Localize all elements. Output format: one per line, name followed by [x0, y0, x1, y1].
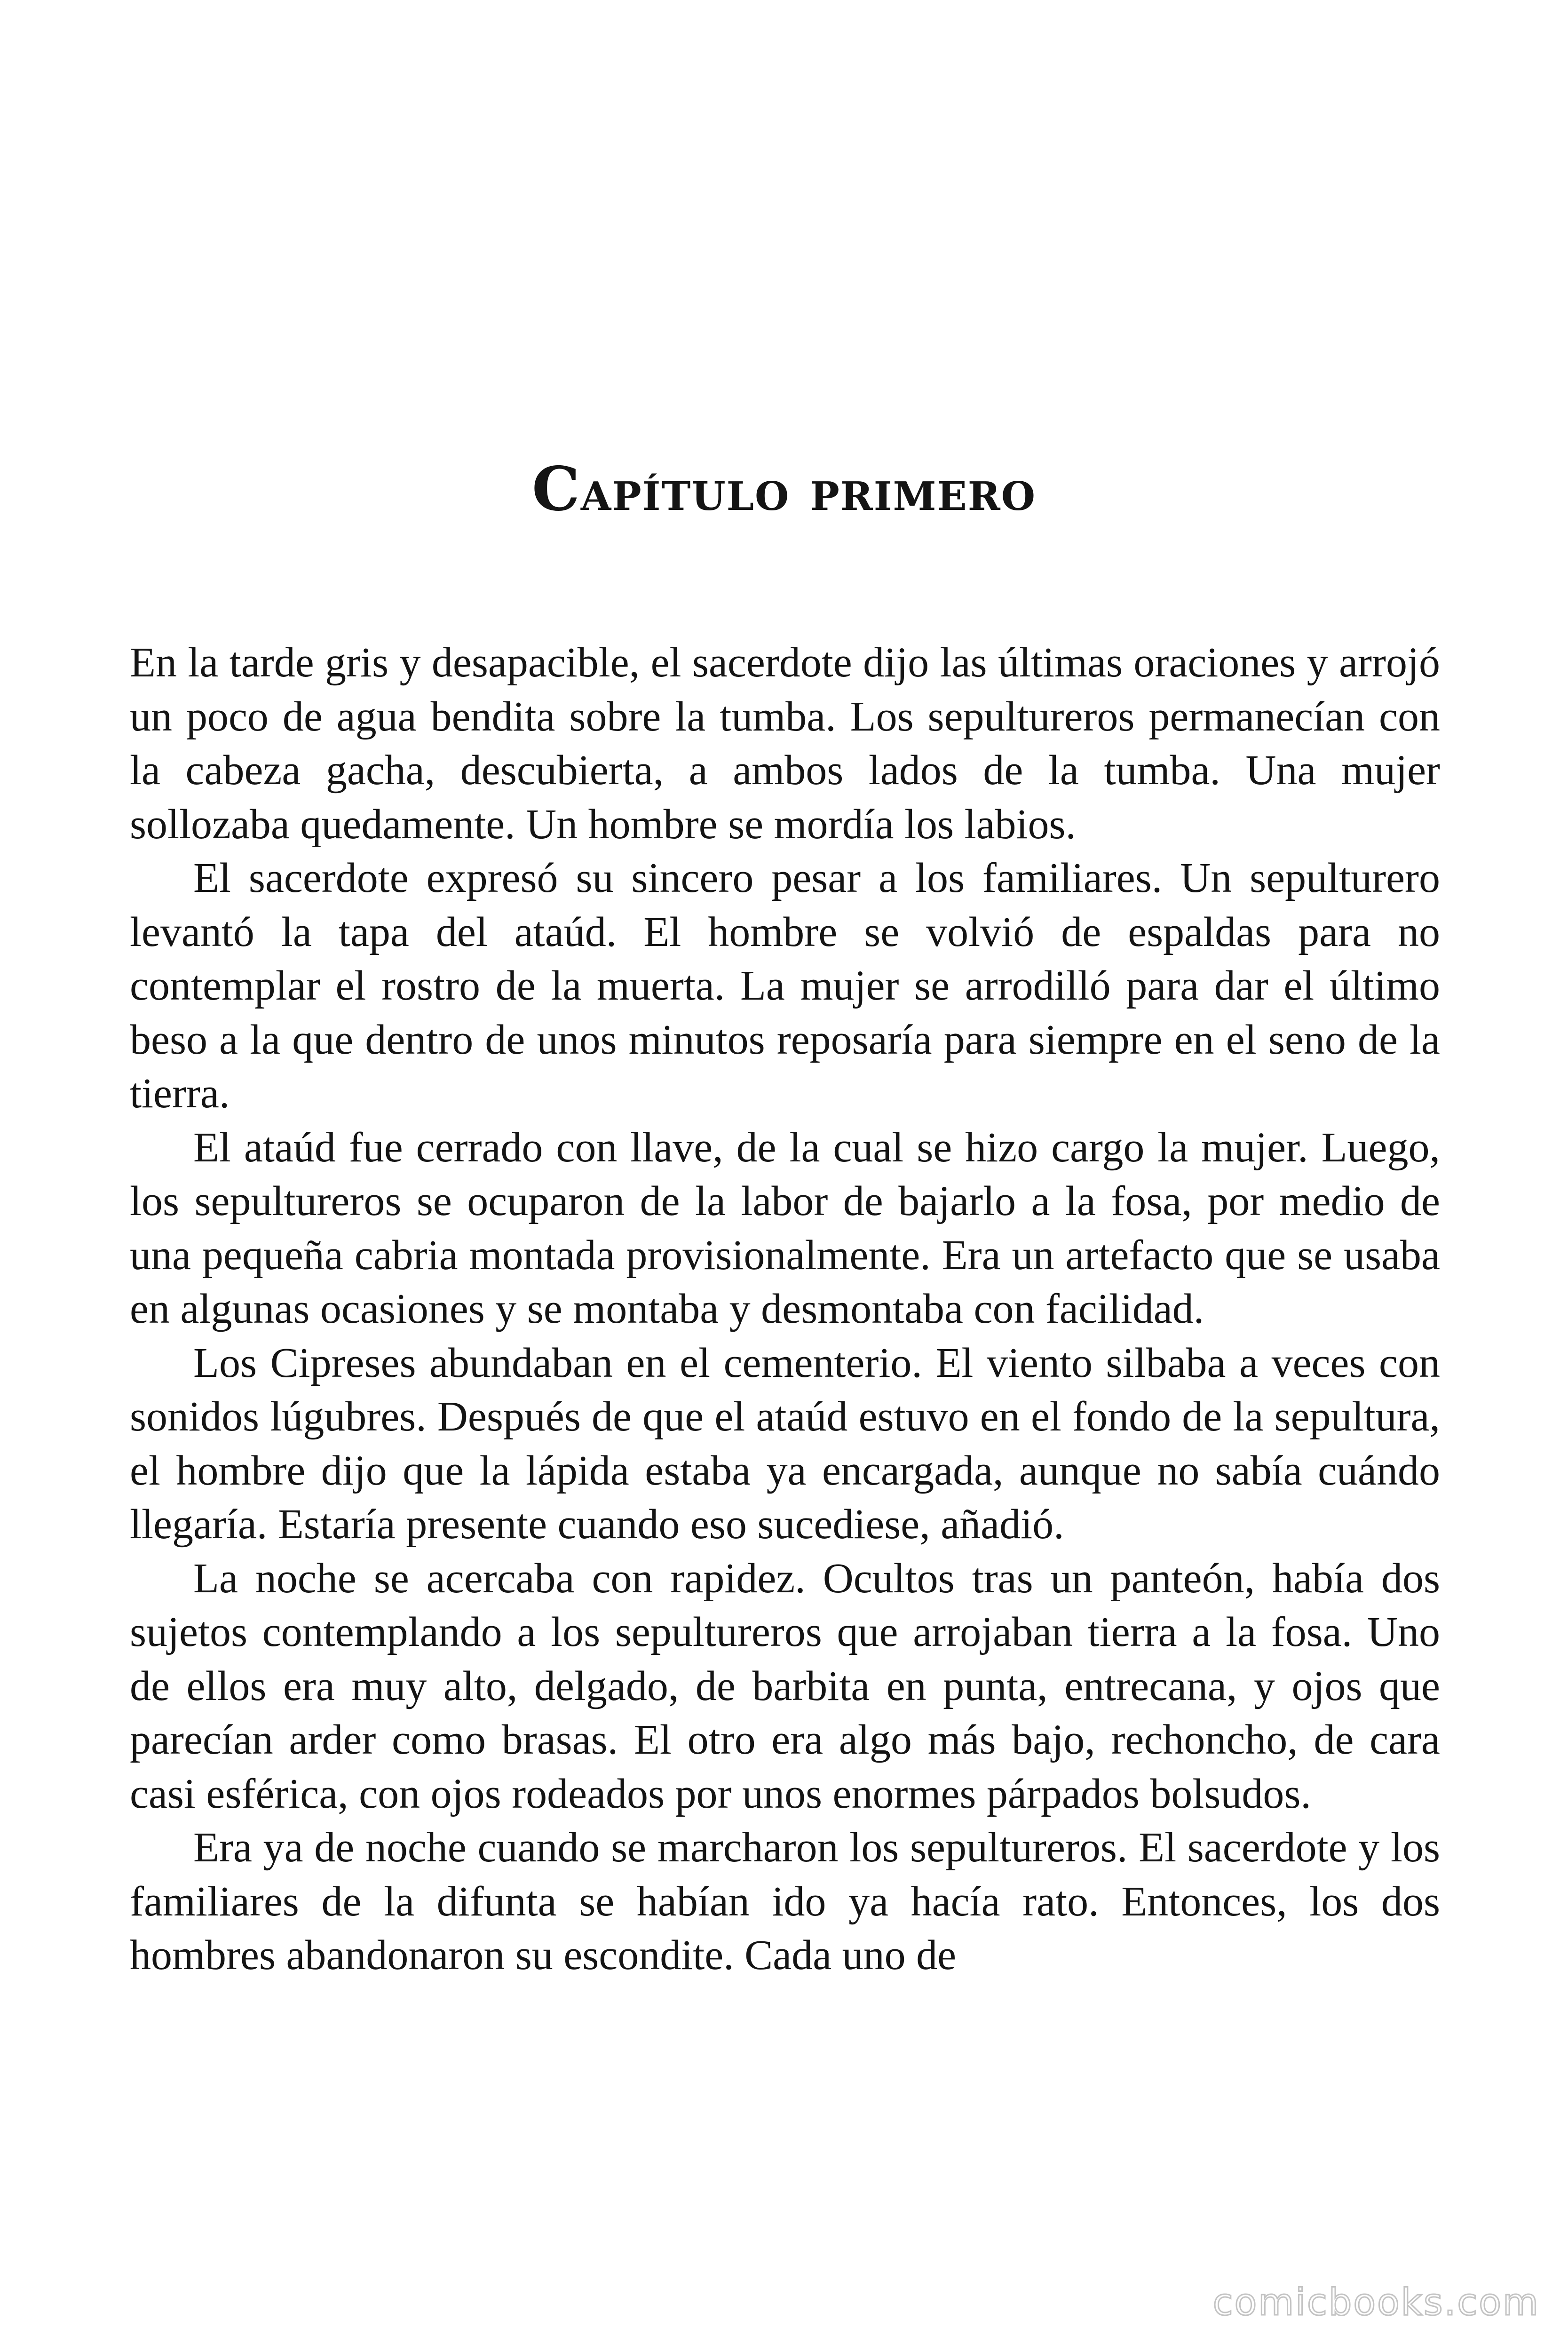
chapter-title: [0, 456, 1568, 524]
paragraph-1: En la tarde gris y desapacible, el sacerdote dijo las últimas oraciones y arrojó un poco de agua bendita sobre la tumba. Los sepultureros permanecían con la cabeza gacha, descubierta, a ambos lados de la tumba. Una mujer sollozaba quedamente. Un hombre se mordía los labios.: [130, 639, 1440, 848]
paragraph-5: La noche se acercaba con rapidez. Ocultos tras un panteón, había dos sujetos contemplando a los sepultureros que arrojaban tierra a la fosa. Uno de ellos era muy alto, delgado, de barbita en punta, entrecana, y ojos que parecían arder como brasas. El otro era algo más bajo, rechoncho, de cara casi esférica, con ojos rodeados por unos enormes párpados bolsudos.: [130, 1555, 1440, 1817]
chapter-body: [130, 636, 1440, 1983]
chapter-title-initial: C: [531, 454, 581, 524]
chapter-title-rest: apítulo primero: [580, 458, 1037, 523]
paragraph-2: El sacerdote expresó su sincero pesar a los familiares. Un sepulturero levantó la tapa del ataúd. El hombre se volvió de espaldas para no contemplar el rostro de la muerta. La mujer se arrodilló para dar el último beso a la que dentro de unos minutos reposaría para siempre en el seno de la tierra.: [130, 855, 1440, 1117]
paragraph-3: El ataúd fue cerrado con llave, de la cual se hizo cargo la mujer. Luego, los sepultureros se ocuparon de la labor de bajarlo a la fosa, por medio de una pequeña cabria montada provisionalmente. Era un artefacto que se usaba en algunas ocasiones y se montaba y desmontaba con facilidad.: [130, 1124, 1440, 1332]
watermark-logo: comicbooks.com: [1212, 2281, 1540, 2324]
paragraph-4: Los Cipreses abundaban en el cementerio. El viento silbaba a veces con sonidos lúgubres. Después de que el ataúd estuvo en el fondo de la sepultura, el hombre dijo que la lápida estaba ya encargada, aunque no sabía cuándo llegaría. Estaría presente cuando eso sucediese, añadió.: [130, 1339, 1440, 1548]
paragraph-6: Era ya de noche cuando se marcharon los sepultureros. El sacerdote y los familiares de la difunta se habían ido ya hacía rato. Entonces, los dos hombres abandonaron su escondite. Cada uno de: [130, 1824, 1440, 1979]
